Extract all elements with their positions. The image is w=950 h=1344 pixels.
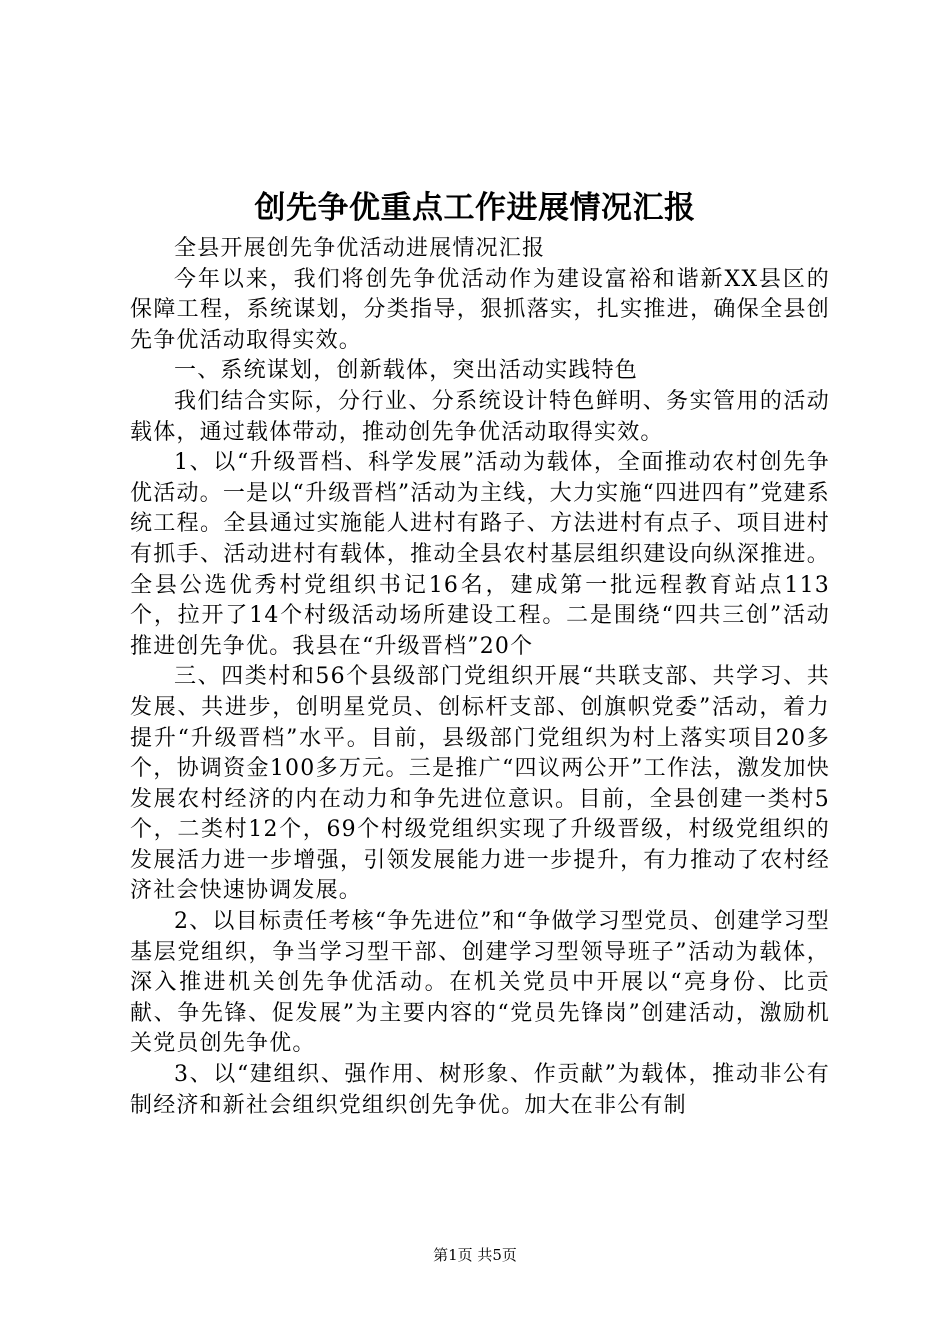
- paragraph-item-1: 1、以“升级晋档、科学发展”活动为载体，全面推动农村创先争优活动。一是以“升级晋档”活动为主线，大力实施“四进四有”党建系统工程。全县通过实施能人进村有路子、方法进村有点子、项目进村有抓手、活动进村有载体，推动全县农村基层组织建设向纵深推进。全县公选优秀村党组织书记16名，建成第一批远程教育站点113个，拉开了14个村级活动场所建设工程。二是围绕“四共三创”活动推进创先争优。我县在“升级晋档”20个: [130, 450, 830, 659]
- paragraph-intro: 今年以来，我们将创先争优活动作为建设富裕和谐新XX县区的保障工程，系统谋划，分类指导，狠抓落实，扎实推进，确保全县创先争优活动取得实效。: [130, 266, 830, 353]
- paragraph-item-2: 2、以目标责任考核“争先进位”和“争做学习型党员、创建学习型基层党组织，争当学习型干部、创建学习型领导班子”活动为载体，深入推进机关创先争优活动。在机关党员中开展以“亮身份、比贡献、争先锋、促发展”为主要内容的“党员先锋岗”创建活动，激励机关党员创先争优。: [130, 909, 830, 1057]
- document-body: [130, 234, 830, 1121]
- paragraph-section-1-intro: 我们结合实际，分行业、分系统设计特色鲜明、务实管用的活动载体，通过载体带动，推动创先争优活动取得实效。: [130, 388, 830, 445]
- paragraph-item-1-continued: 三、四类村和56个县级部门党组织开展“共联支部、共学习、共发展、共进步，创明星党员、创标杆支部、创旗帜党委”活动，着力提升“升级晋档”水平。目前，县级部门党组织为村上落实项目20多个，协调资金100多万元。三是推广“四议两公开”工作法，激发加快发展农村经济的内在动力和争先进位意识。目前，全县创建一类村5个，二类村12个，69个村级党组织实现了升级晋级，村级党组织的发展活力进一步增强，引领发展能力进一步提升，有力推动了农村经济社会快速协调发展。: [130, 664, 830, 904]
- section-heading-1: 一、系统谋划，创新载体，突出活动实践特色: [174, 358, 639, 384]
- paragraph-item-3: 3、以“建组织、强作用、树形象、作贡献”为载体，推动非公有制经济和新社会组织党组织创先争优。加大在非公有制: [130, 1062, 830, 1118]
- document-title: 创先争优重点工作进展情况汇报: [254, 190, 696, 226]
- paragraph-subtitle: 全县开展创先争优活动进展情况汇报: [174, 236, 546, 261]
- page-footer: 第1页 共5页: [433, 1246, 517, 1264]
